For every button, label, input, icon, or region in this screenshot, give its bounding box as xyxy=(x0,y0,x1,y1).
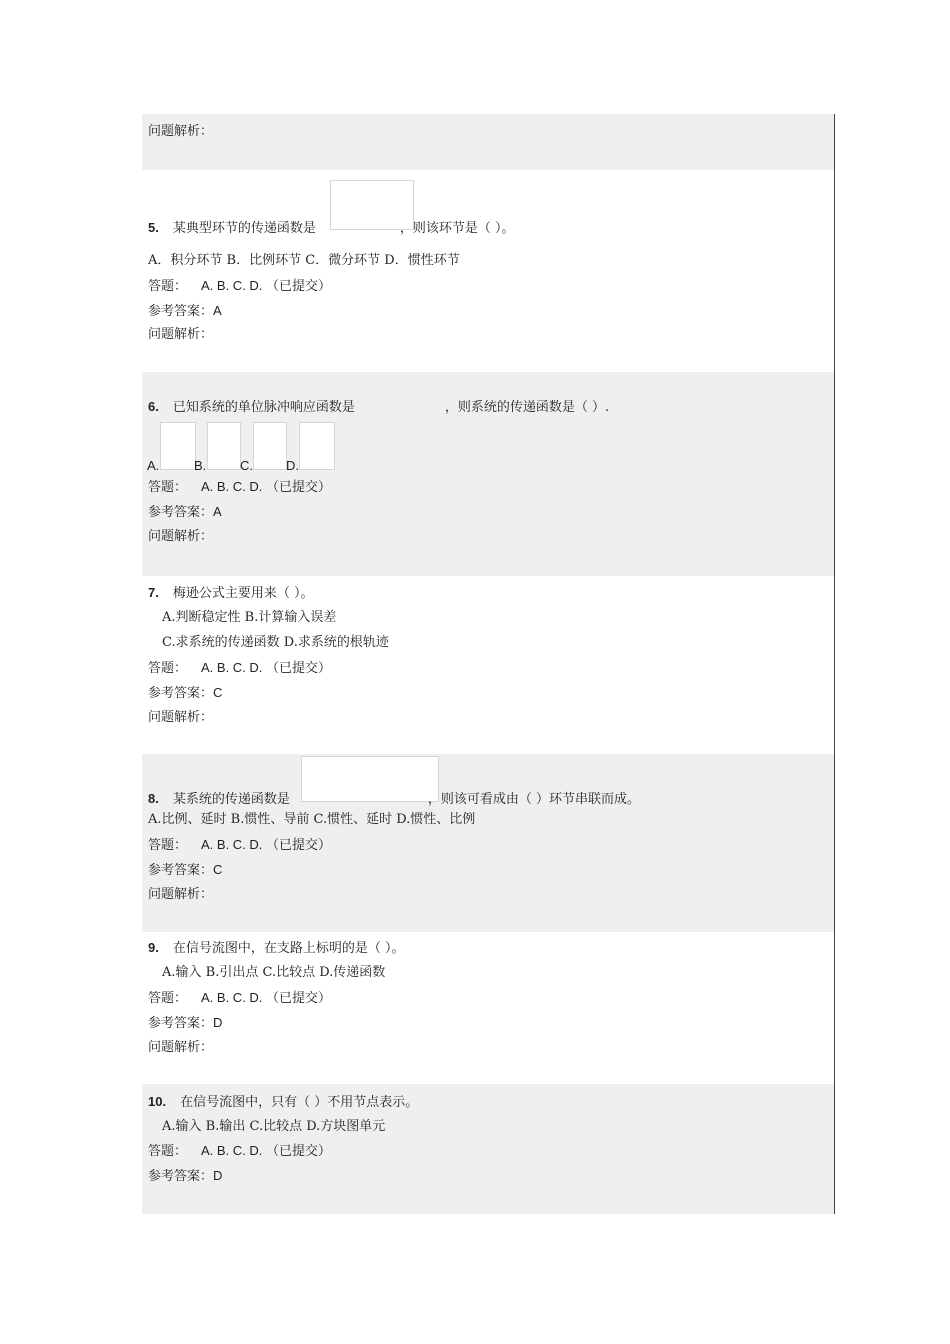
stem-text-end: ，则该可看成由（ ）环节串联而成。 xyxy=(427,792,640,807)
answer-label: 答题： xyxy=(148,661,188,676)
answer-value: A. B. C. D. （已提交） xyxy=(201,479,332,494)
reference-value: A xyxy=(213,504,222,519)
question-9 xyxy=(142,932,834,1084)
answer-label: 答题： xyxy=(148,279,188,294)
question-stem xyxy=(148,220,515,237)
analysis-label: 问题解析： xyxy=(148,124,214,139)
reference-label: 参考答案： xyxy=(148,505,214,520)
stem-text-end: ，则系统的传递函数是（ ）. xyxy=(444,400,610,415)
reference-label: 参考答案： xyxy=(148,686,214,701)
reference-label: 参考答案： xyxy=(148,1016,214,1031)
reference-value: A xyxy=(213,303,222,318)
stem-text: 某典型环节的传递函数是 xyxy=(172,221,316,236)
question-number: 7. xyxy=(148,585,159,600)
stem-text: 在信号流图中，只有（ ）不用节点表示。 xyxy=(180,1095,419,1110)
analysis-label: 问题解析： xyxy=(148,529,214,544)
question-7 xyxy=(142,576,834,754)
answer-value: A. B. C. D. （已提交） xyxy=(201,1143,332,1158)
question-number: 5. xyxy=(148,220,159,235)
options-line: A.输入 B.输出 C.比较点 D.方块图单元 xyxy=(162,1119,386,1134)
reference-value: D xyxy=(213,1168,223,1183)
question-8 xyxy=(142,754,834,932)
option-b-label: B. xyxy=(194,458,207,473)
option-b-image xyxy=(207,422,241,470)
answer-line xyxy=(148,660,331,677)
answer-line xyxy=(148,278,331,295)
option-a-image xyxy=(160,422,196,470)
stem-text-end: ，则该环节是（ ）。 xyxy=(399,221,515,236)
answer-line xyxy=(148,837,331,854)
stem-text: 已知系统的单位脉冲响应函数是 xyxy=(172,400,355,415)
answer-value: A. B. C. D. （已提交） xyxy=(201,990,332,1005)
question-10 xyxy=(142,1084,834,1214)
reference-answer xyxy=(148,504,222,521)
question-number: 6. xyxy=(148,399,159,414)
stem-text: 在信号流图中，在支路上标明的是（ ）。 xyxy=(172,941,405,956)
answer-value: A. B. C. D. （已提交） xyxy=(201,837,332,852)
reference-value: C xyxy=(213,862,223,877)
answer-line xyxy=(148,1143,331,1160)
option-d-image xyxy=(299,422,335,470)
reference-label: 参考答案： xyxy=(148,1169,214,1184)
reference-answer xyxy=(148,1168,222,1185)
option-c-label: C. xyxy=(240,458,253,473)
options-line: A．积分环节 B．比例环节 C．微分环节 D．惯性环节 xyxy=(148,253,460,268)
answer-label: 答题： xyxy=(148,1144,188,1159)
question-4-tail xyxy=(142,114,834,170)
reference-answer xyxy=(148,303,222,320)
reference-value: C xyxy=(213,685,223,700)
answer-label: 答题： xyxy=(148,480,188,495)
question-stem xyxy=(148,399,609,416)
answer-value: A. B. C. D. （已提交） xyxy=(201,278,332,293)
answer-line xyxy=(148,990,331,1007)
question-stem xyxy=(148,791,640,808)
option-d-label: D. xyxy=(286,458,299,473)
question-stem xyxy=(148,1094,418,1111)
options-line: A.输入 B.引出点 C.比较点 D.传递函数 xyxy=(162,965,386,980)
analysis-label: 问题解析： xyxy=(148,887,214,902)
option-c-image xyxy=(253,422,287,470)
answer-line xyxy=(148,479,331,496)
reference-value: D xyxy=(213,1015,223,1030)
option-a-label: A. xyxy=(147,458,160,473)
question-number: 9. xyxy=(148,940,159,955)
analysis-label: 问题解析： xyxy=(148,710,214,725)
options-line: A.比例、延时 B.惯性、导前 C.惯性、延时 D.惯性、比例 xyxy=(148,812,476,827)
question-5 xyxy=(142,170,834,372)
reference-answer xyxy=(148,685,222,702)
stem-text: 某系统的传递函数是 xyxy=(172,792,290,807)
reference-label: 参考答案： xyxy=(148,304,214,319)
reference-label: 参考答案： xyxy=(148,863,214,878)
analysis-label: 问题解析： xyxy=(148,1040,214,1055)
question-stem xyxy=(148,585,313,602)
answer-label: 答题： xyxy=(148,838,188,853)
question-6 xyxy=(142,372,834,576)
question-list xyxy=(142,114,835,1214)
options-line-1: A.判断稳定性 B.计算输入误差 xyxy=(162,610,337,625)
question-stem xyxy=(148,940,404,957)
question-number: 8. xyxy=(148,791,159,806)
question-number: 10. xyxy=(148,1094,167,1109)
answer-value: A. B. C. D. （已提交） xyxy=(201,660,332,675)
reference-answer xyxy=(148,1015,222,1032)
stem-text: 梅逊公式主要用来（ ）。 xyxy=(172,586,314,601)
answer-label: 答题： xyxy=(148,991,188,1006)
analysis-label: 问题解析： xyxy=(148,327,214,342)
options-line-2: C.求系统的传递函数 D.求系统的根轨迹 xyxy=(162,635,389,650)
reference-answer xyxy=(148,862,222,879)
